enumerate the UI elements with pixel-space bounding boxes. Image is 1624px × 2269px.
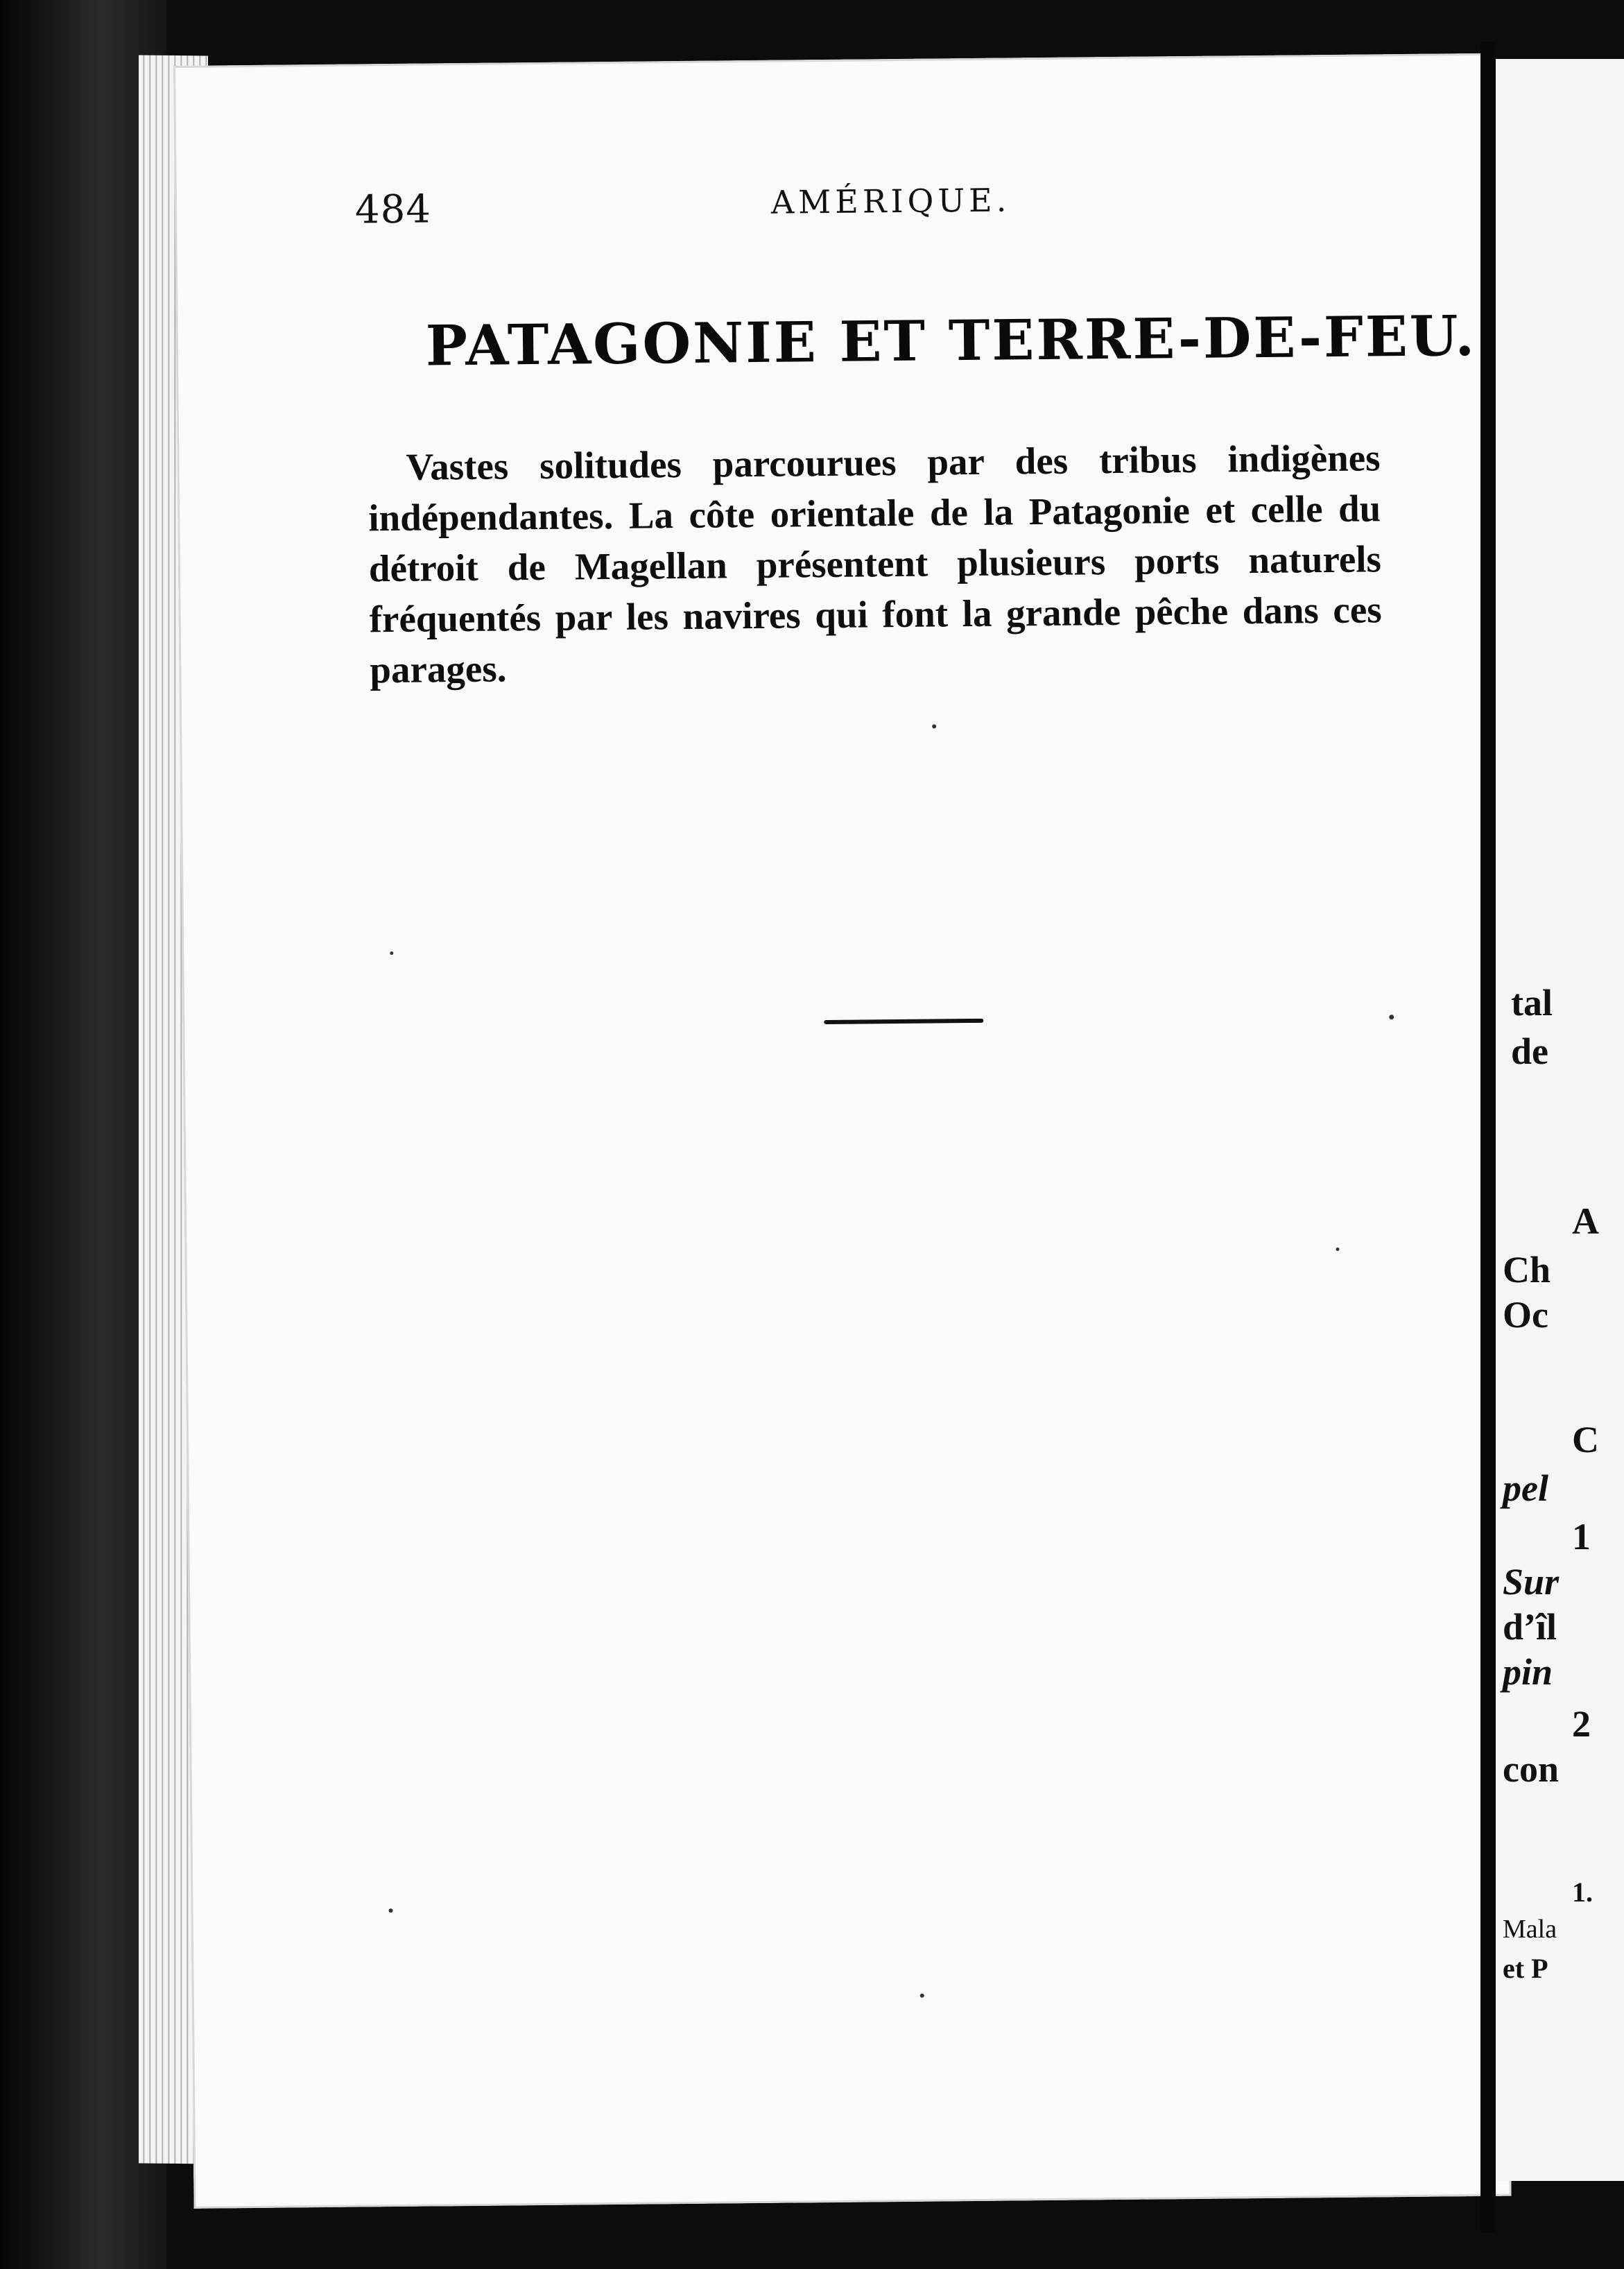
right-page-fragment: d’îl	[1503, 1606, 1557, 1648]
right-page-fragment: 1	[1572, 1516, 1591, 1558]
running-head: AMÉRIQUE.	[770, 181, 1011, 221]
ink-speck	[920, 1994, 924, 1998]
book-gutter	[1480, 42, 1496, 2233]
right-page-fragment: pin	[1503, 1651, 1553, 1693]
section-title: PATAGONIE ET TERRE-DE-FEU.	[425, 302, 1477, 379]
right-page-fragment: Oc	[1503, 1294, 1548, 1336]
right-page-fragment: 2	[1572, 1703, 1591, 1745]
ink-speck	[1389, 1015, 1394, 1019]
right-page-fragment: pel	[1503, 1467, 1548, 1509]
right-page-fragment: C	[1572, 1419, 1599, 1460]
body-paragraph: Vastes solitudes parcourues par des tribus indigènes indépendantes. La côte orientale de la Patagonie et celle du détroit de Magellan présentent plusieurs ports naturels fréquentés par les navires qui font la grande pêche dans ces parages.	[368, 436, 1382, 691]
right-page-fragment: et P	[1503, 1953, 1548, 1984]
page-number: 484	[354, 187, 432, 233]
left-book-page	[173, 53, 1512, 2209]
ink-speck	[932, 724, 936, 728]
right-book-page-edge	[1496, 59, 1624, 2181]
right-page-fragment: Sur	[1503, 1561, 1560, 1603]
right-page-fragment: 1.	[1572, 1877, 1593, 1908]
ink-speck	[390, 951, 393, 955]
ink-speck	[389, 1908, 393, 1913]
right-page-fragment: A	[1572, 1200, 1599, 1242]
right-page-fragment: Mala	[1503, 1915, 1557, 1944]
right-page-fragment: con	[1503, 1748, 1559, 1790]
ink-speck	[1336, 1248, 1339, 1251]
section-end-rule	[824, 1019, 983, 1024]
right-page-fragment: tal	[1511, 982, 1553, 1024]
right-page-fragment: Ch	[1503, 1249, 1551, 1291]
right-page-fragment: de	[1511, 1030, 1548, 1072]
